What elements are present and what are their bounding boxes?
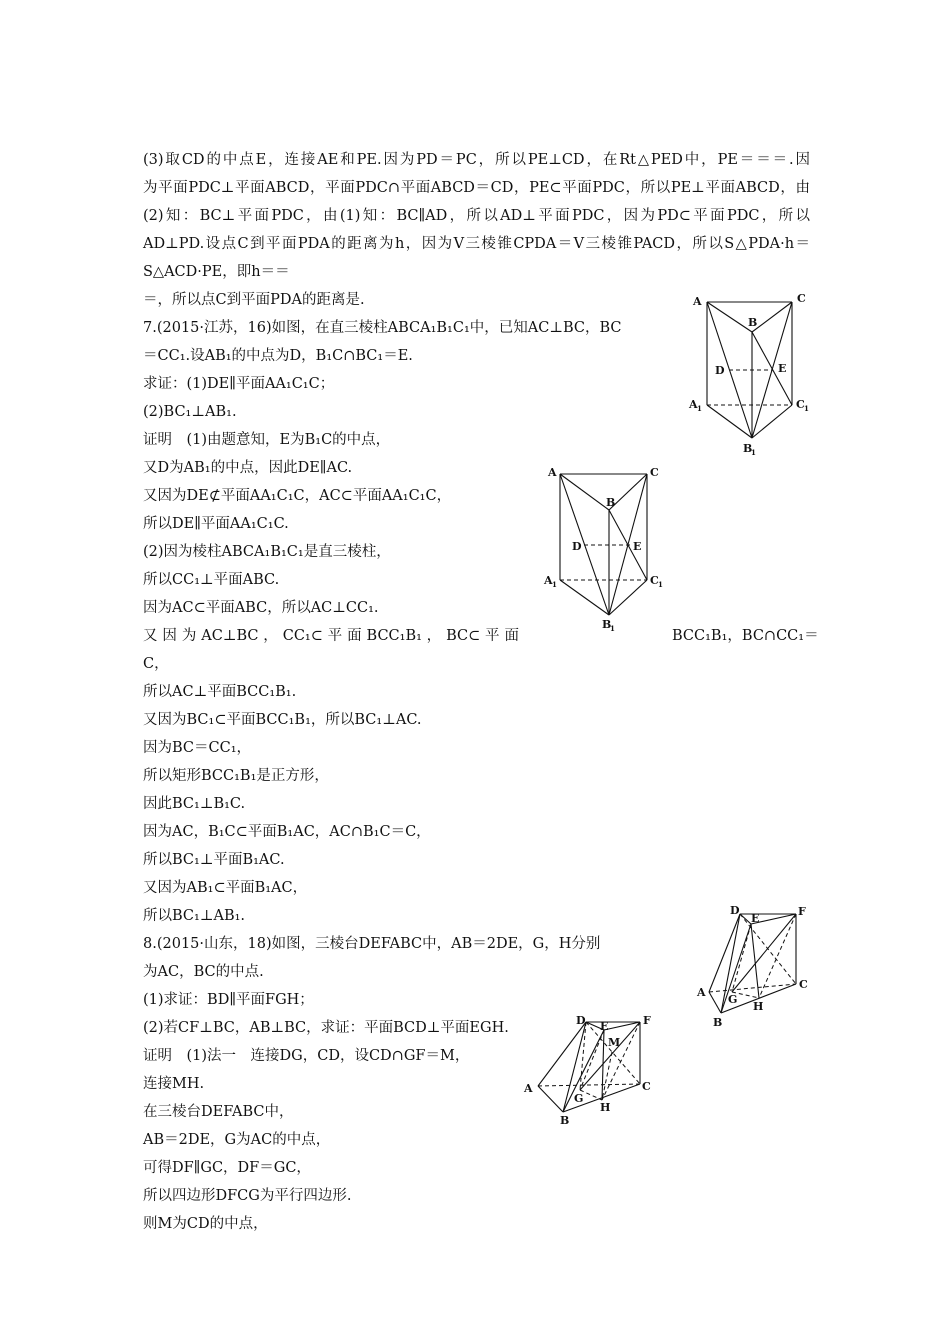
label-E: E xyxy=(600,1020,609,1033)
label-B1: B xyxy=(743,442,753,455)
label-C1: C xyxy=(650,574,659,587)
frustum-figure-1 xyxy=(695,900,815,1035)
label-D: D xyxy=(572,540,582,553)
text-line: 又因为BC₁⊂平面BCC₁B₁，所以BC₁⊥AC. xyxy=(143,712,422,728)
text-line: 又因为DE⊄平面AA₁C₁C，AC⊂平面AA₁C₁C， xyxy=(143,488,452,504)
svg-text:1: 1 xyxy=(697,404,702,413)
label-A: A xyxy=(697,986,706,999)
text-line: (2)知：BC⊥平面PDC，由(1)知：BC∥AD，所以AD⊥平面PDC，因为PD⊂平面PDC，所以 xyxy=(143,208,810,224)
label-D: D xyxy=(715,364,725,377)
text-line: 因为BC＝CC₁， xyxy=(143,740,252,756)
label-H: H xyxy=(753,1000,764,1013)
prism-figure-1 xyxy=(685,290,810,460)
text-line: 所以矩形BCC₁B₁是正方形， xyxy=(143,768,329,784)
label-G: G xyxy=(574,1092,584,1105)
label-E: E xyxy=(633,540,642,553)
text-line: 又 因 为 AC⊥BC ， CC₁⊂ 平 面 BCC₁B₁ ， BC⊂ 平 面 xyxy=(143,628,519,644)
text-line: (1)求证：BD∥平面FGH； xyxy=(143,992,314,1008)
svg-text:1: 1 xyxy=(552,580,557,589)
text-line: 所以BC₁⊥AB₁. xyxy=(143,908,246,924)
label-G: G xyxy=(728,993,738,1006)
text-line: 可得DF∥GC，DF＝GC， xyxy=(143,1160,311,1176)
problem-7-title: 7.(2015·江苏，16)如图，在直三棱柱ABCA₁B₁C₁中，已知AC⊥BC，BC xyxy=(143,320,622,336)
text-line: 所以BC₁⊥平面B₁AC. xyxy=(143,852,285,868)
text-line: ＝，所以点C到平面PDA的距离是. xyxy=(143,292,365,308)
problem-8-title: 8.(2015·山东，18)如图，三棱台DEFABC中，AB＝2DE，G，H分别 xyxy=(143,936,601,952)
text-line: 证明 (1)法一 连接DG，CD，设CD∩GF＝M， xyxy=(143,1048,470,1064)
text-line: 所以四边形DFCG为平行四边形. xyxy=(143,1188,352,1204)
text-line: 为平面PDC⊥平面ABCD，平面PDC∩平面ABCD＝CD，PE⊂平面PDC，所以PE⊥平面ABCD，由 xyxy=(143,180,810,196)
text-line: 为AC，BC的中点. xyxy=(143,964,264,980)
label-D: D xyxy=(730,904,740,917)
label-F: F xyxy=(798,905,806,918)
text-line: C， xyxy=(143,656,169,672)
text-line: 因为AC，B₁C⊂平面B₁AC，AC∩B₁C＝C， xyxy=(143,824,431,840)
text-line: 因为AC⊂平面ABC，所以AC⊥CC₁. xyxy=(143,600,379,616)
text-line: 则M为CD的中点， xyxy=(143,1216,268,1232)
text-line: 所以DE∥平面AA₁C₁C. xyxy=(143,516,289,532)
text-line: 连接MH. xyxy=(143,1076,205,1092)
label-A: A xyxy=(524,1082,533,1095)
text-line: ＝CC₁.设AB₁的中点为D，B₁C∩BC₁＝E. xyxy=(143,348,413,364)
label-B: B xyxy=(560,1114,570,1127)
text-line: 又因为AB₁⊂平面B₁AC， xyxy=(143,880,308,896)
label-M: M xyxy=(608,1036,621,1049)
text-line: 证明 (1)由题意知，E为B₁C的中点， xyxy=(143,432,391,448)
prism-figure-2 xyxy=(542,460,667,635)
label-A: A xyxy=(548,466,557,479)
text-line: 因此BC₁⊥B₁C. xyxy=(143,796,246,812)
label-A: A xyxy=(693,295,702,308)
label-H: H xyxy=(600,1101,611,1114)
text-line: AB＝2DE，G为AC的中点， xyxy=(143,1132,331,1148)
label-C: C xyxy=(797,292,806,305)
label-B: B xyxy=(713,1016,723,1029)
text-line: 所以AC⊥平面BCC₁B₁. xyxy=(143,684,297,700)
frustum-figure-2 xyxy=(520,1010,655,1130)
text-line: (2)因为棱柱ABCA₁B₁C₁是直三棱柱， xyxy=(143,544,391,560)
text-line: (2)BC₁⊥AB₁. xyxy=(143,404,237,420)
label-E: E xyxy=(778,362,787,375)
svg-text:1: 1 xyxy=(804,404,809,413)
label-A1: A xyxy=(689,398,698,411)
label-B: B xyxy=(748,316,758,329)
svg-text:1: 1 xyxy=(610,624,615,633)
text-line: (3)取CD的中点E，连接AE和PE.因为PD＝PC，所以PE⊥CD，在Rt△PED中，PE＝＝＝.因 xyxy=(143,152,810,168)
text-line: (2)若CF⊥BC，AB⊥BC，求证：平面BCD⊥平面EGH. xyxy=(143,1020,509,1036)
label-B1: B xyxy=(602,618,612,631)
label-B: B xyxy=(606,496,616,509)
text-line: 又D为AB₁的中点，因此DE∥AC. xyxy=(143,460,353,476)
svg-text:1: 1 xyxy=(751,448,756,457)
label-C1: C xyxy=(796,398,805,411)
label-C: C xyxy=(650,466,659,479)
label-E: E xyxy=(751,912,760,925)
label-F: F xyxy=(643,1014,651,1027)
label-C: C xyxy=(799,978,808,991)
text-line: S△ACD·PE，即h＝＝ xyxy=(143,264,290,280)
text-line: 所以CC₁⊥平面ABC. xyxy=(143,572,280,588)
text-line: 在三棱台DEFABC中， xyxy=(143,1104,294,1120)
svg-text:1: 1 xyxy=(658,580,663,589)
text-line: BCC₁B₁，BC∩CC₁＝ xyxy=(672,628,819,644)
text-line: AD⊥PD.设点C到平面PDA的距离为h，因为V三棱锥CPDA＝V三棱锥PACD，所以S△PDA·h＝ xyxy=(143,236,810,252)
label-A1: A xyxy=(544,574,553,587)
text-line: 求证：(1)DE∥平面AA₁C₁C； xyxy=(143,376,335,392)
label-C: C xyxy=(642,1080,651,1093)
label-D: D xyxy=(576,1014,586,1027)
